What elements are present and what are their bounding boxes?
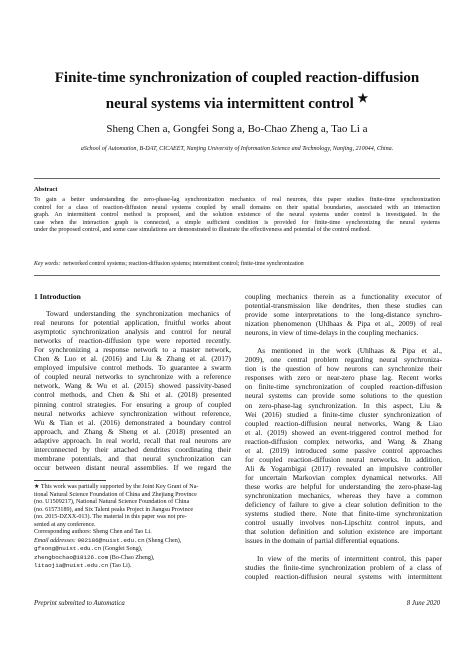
intro-text-line: Ali & Yogambigai (2017) revealed an impulsive controller [245,463,442,473]
intro-text-line: neurons, in view of time-delays in the coupling mechanics. [245,328,419,338]
footer-preprint: Preprint submitted to Automatica [34,600,125,607]
intro-text-line: networks of reaction-diffusion type were reported recently. [34,336,231,346]
intro-text-line: studies the finite-time synchronization problem of a class of [245,563,442,573]
footnote-line: tional Natural Science Foundation of China and Zhejiang Province [34,491,197,498]
email-address[interactable]: litaojia@nuist.edu.cn [34,562,109,570]
title-line-1: Finite-time synchronization of coupled reaction-diffusion [54,70,420,86]
intro-text-line: membrane potentials, and that neural synchronization can [34,453,231,463]
email-owner: (Tao Li). [108,563,132,570]
email-address[interactable]: gfsong@nuist.edu.cn [34,545,102,553]
intro-text-line: coupled reaction-diffusion neural networks, Wang & Liao [245,418,442,428]
footnote-line: Corresponding authors: Sheng Chen and Tao Li. [34,529,152,536]
abstract-top-rule [34,178,440,179]
intro-text-line: that solution definition and solution existence are important [245,527,442,537]
abstract-heading: Abstract [34,186,58,193]
intro-text-line: synchronization mechanics, whereas they have a common [245,490,442,500]
email-entry [34,562,234,571]
intro-text-line: real neurons for potential application, fruitful works about [34,318,231,328]
email-owner: (Gongfei Song), [101,546,143,553]
intro-text-line: control usually involves non-Lipschitz control inputs, and [245,518,442,528]
intro-text-line: of coupled neural networks to synchronize with a reference [34,372,231,382]
intro-text-line: potential-transmission like dendrites, then these studies can [245,301,442,311]
intro-text-line: asymptotic synchronization analysis and control for neural [34,327,231,337]
abstract-line: To gain a better understanding the zero-phase-lag synchronization mechanics of real neurons, this paper studies finite-time synchronization [34,197,440,203]
footnote-line: (no. 2015-DZXX-013). The material in this paper was not pre- [34,514,187,521]
footnote-line: (no. U1509217), National Natural Science Foundation of China [34,499,190,506]
email-owner: (Sheng Chen), [144,537,182,544]
intro-text-line: pinning control strategies. For ensuring a group of coupled [34,399,231,409]
intro-text-line: deficiency of failure to give a clear solution definition to the [245,500,442,510]
section-heading-introduction: 1 Introduction [34,292,81,301]
right-column [245,292,442,581]
intro-text-line: neural systems can provide some solutions to the question [245,391,442,401]
intro-text-line: Toward understanding the synchronization mechanics of [46,309,231,319]
title-footnote-star: ★ [357,91,369,105]
intro-text-line: network, Wang & Wu et al. (2015) showed passivity-based [34,381,231,391]
affiliation: aSchool of Automation, B-DAT, CICAEET, Nanjing University of Information Science and Technology, Nanjing, 210044, China. [80,146,394,152]
abstract-line: case when the interaction graph is connected, a simple sufficient condition is provided for finite-time synchronizing the neural systems [34,219,440,226]
email-label: Email addresses: [34,537,76,544]
abstract-line: control for a class of reaction-diffusion neural systems coupled by small domains on their spatial boundaries, associated with an interaction [34,204,440,211]
intro-text-line: interconnected by their attached dendrites coordinating their [34,444,231,454]
footnote-line: sented at any conference. [34,521,96,528]
intro-text-line: Wu & Tian et al. (2016) demonstrated a boundary control [34,417,231,427]
intro-text-line: tion is the question of how neurons can synchronize their [245,364,442,374]
intro-paragraph-2 [245,292,442,337]
intro-text-line: coupling mechanics therein as a functionality executor of [245,292,442,301]
intro-text-line: As mentioned in the work (Uhlhaas & Pipa et al., [257,346,442,356]
intro-text-line: approach, and Zhang & Sheng et al. (2018) presented an [34,426,231,436]
keywords [34,261,440,267]
footnote [34,484,234,571]
keywords-list: networked control systems; reaction-diffusion systems; intermittent control; finite-time synchronization [63,261,304,267]
left-column [34,292,231,472]
email-entry [34,554,234,563]
intro-text-line: issues in the domain of partial differential equations. [245,536,400,546]
abstract-text [34,197,440,235]
intro-text-line: for coupled reaction-diffusion neural networks. In addition, [245,454,442,464]
title-line-2: neural systems via intermittent control [105,96,354,112]
intro-text-line: reaction-diffusion complex networks, and Wang & Zhang [245,436,442,446]
intro-text-line: Chen & Luo et al. (2016) and Liu & Zhang et al. (2017) [34,354,231,364]
intro-paragraph-1 [34,309,231,472]
abstract-line: under the proposed control, and some case simulations are demonstrated to illustrate the effectiveness and potential of the control method. [34,227,371,233]
footnote-line: (no. 61573189), and Six Talent peaks Project in Jiangsu Province [34,506,194,513]
intro-text-line: et al. (2019) introduced some passive control approaches [245,445,442,455]
intro-text-line: on finite-time synchronization of coupled reaction-diffusion [245,382,442,392]
intro-text-line: control methods, and Chen & Shi et al. (2018) presented [34,390,231,400]
intro-text-line: nization phenomenon (Uhlhaas & Pipa et al., 2009) of real [245,319,442,329]
intro-text-line: adaptive approach. In real world, recall that real neurons are [34,435,231,445]
keywords-label: Key words: [34,261,61,267]
intro-text-line: neural networks achieve synchronization without reference, [34,408,231,418]
footnote-line: ★ This work was partially supported by the Joint Key Grant of Na- [34,484,199,490]
intro-text-line: In view of the merits of intermittent control, this paper [257,554,442,564]
intro-text-line: on zero-phase-lag synchronization. In this aspect, Liu & [245,400,442,410]
intro-text-line: coupled reaction-diffusion neural systems with intermittent [245,572,442,582]
abstract-line: graph. An intermittent control method is proposed, and the solution existence of the neural systems under control is investigated. In the [34,212,440,218]
intro-text-line: Wei (2016) studied a finite-time cluster synchronization of [245,409,442,419]
intro-text-line: occur between distant neural assemblies. If we regard the [34,462,231,472]
intro-text-line: For synchronizing a response network to a master network, [34,345,231,355]
intro-text-line: provide some interpretations to the long-distance synchro- [245,310,442,320]
intro-text-line: systems studied there. Note that finite-time synchronization [245,509,442,519]
intro-text-line: responses with zero or near-zero phase lag. Recent works [245,373,442,383]
intro-text-line: 2009), one central problem regarding neural synchroniza- [245,355,442,365]
footnote-rule [34,480,106,481]
email-owner: (Bo-Chao Zheng), [108,554,155,561]
abstract-bottom-rule [34,275,440,276]
footer-date: 8 June 2020 [406,600,440,607]
intro-paragraph-4 [245,554,442,581]
intro-text-line: for uncertain Markovian complex dynamical networks. All [245,472,442,482]
intro-text-line: these works are helpful for understanding the zero-phase-lag [245,481,442,491]
intro-text-line: et al. (2019) showed an event-triggered control method for [245,427,442,437]
paper-title [40,68,434,114]
email-entry [34,537,234,546]
email-address[interactable]: 002186@nuist.edu.cn [77,536,145,544]
intro-paragraph-3 [245,346,442,545]
intro-text-line: employed impulsive control methods. To guarantee a swarm [34,363,231,373]
email-entry [34,545,234,554]
author-list: Sheng Chen a, Gongfei Song a, Bo-Chao Zheng a, Tao Li a [106,123,368,135]
email-address[interactable]: zhengbochao@18126.com [34,553,109,561]
